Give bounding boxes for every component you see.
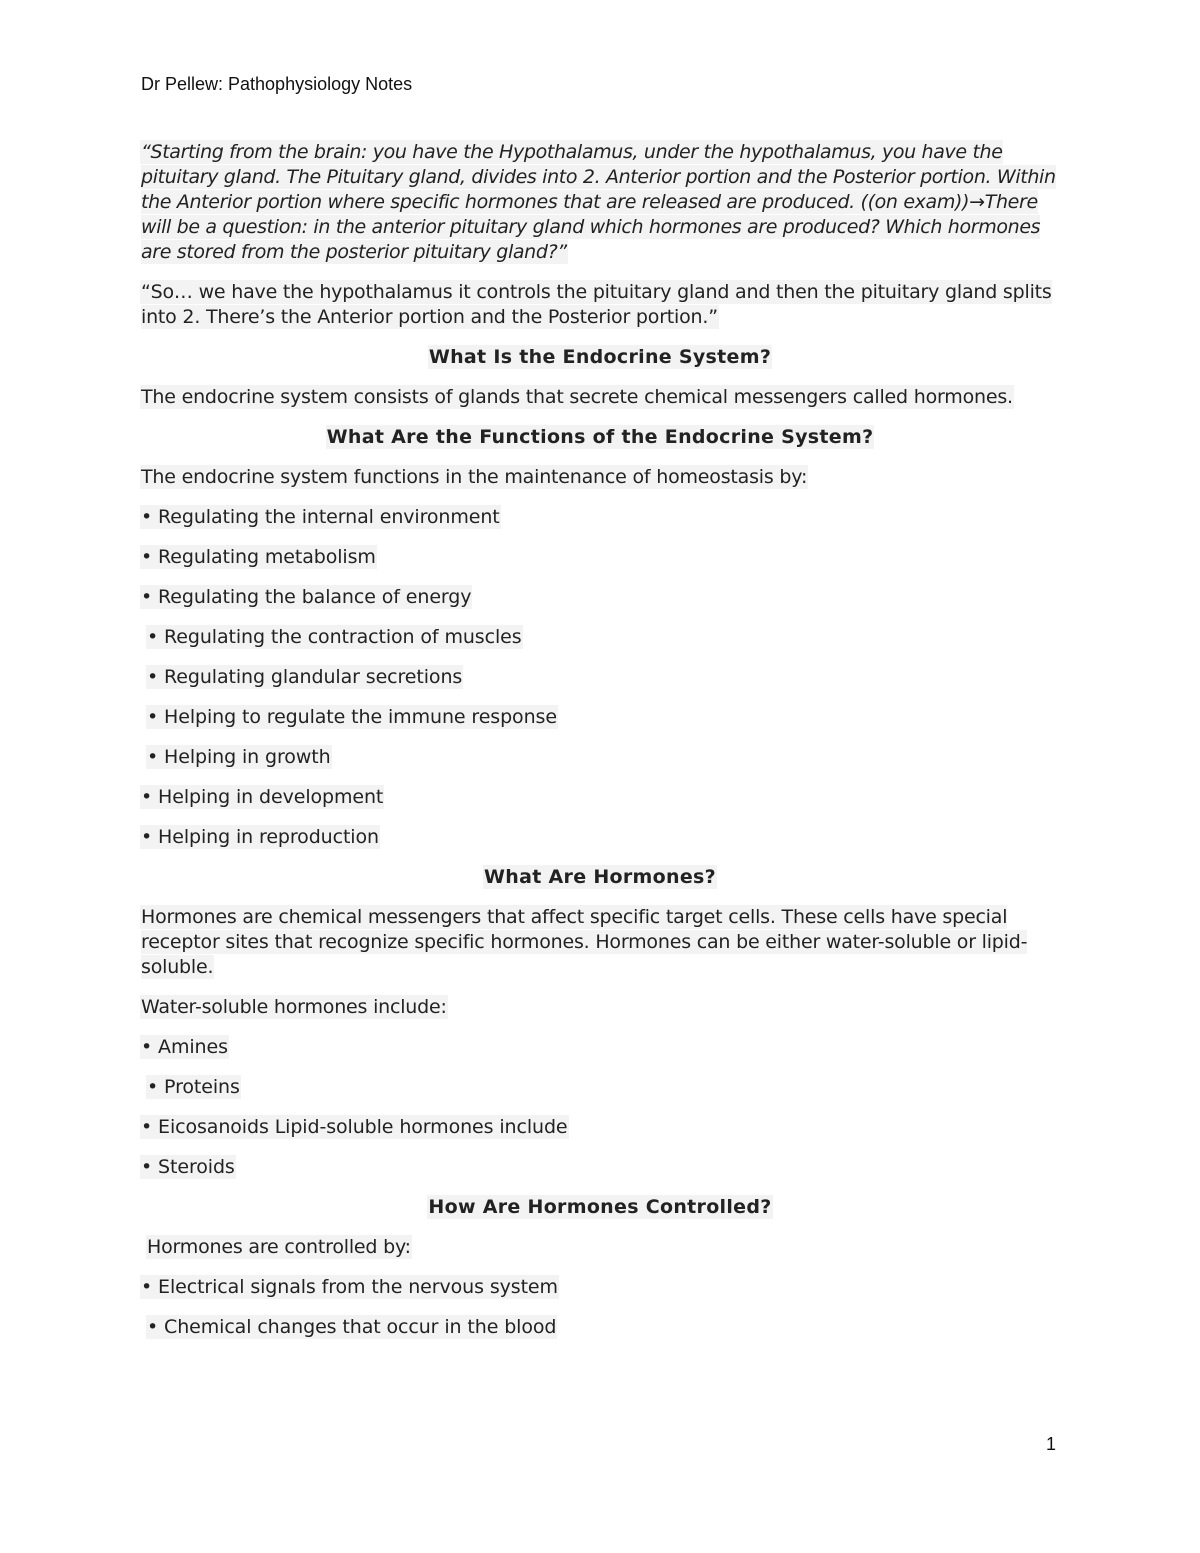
heading-hormones [141, 865, 1059, 890]
heading-endocrine-system-text: What Is the Endocrine System? [428, 346, 772, 368]
list-item-text: • Helping to regulate the immune response [147, 706, 557, 728]
list-item-text: • Amines [141, 1036, 228, 1058]
list-item-text: • Regulating metabolism [141, 546, 376, 568]
intro-quote-plain-text: “So… we have the hypothalamus it controls the pituitary gland and then the pituitary gland splits into 2. There’s the Anterior portion and the Posterior portion.” [141, 281, 1052, 328]
page-header: Dr Pellew: Pathophysiology Notes [141, 74, 413, 94]
heading-endocrine-system [141, 345, 1059, 370]
list-item [141, 545, 1059, 570]
heading-functions [141, 425, 1059, 450]
list-item-text: • Helping in growth [147, 746, 331, 768]
intro-quote-italic [141, 140, 1059, 265]
intro-quote-italic-text: “Starting from the brain: you have the Hypothalamus, under the hypothalamus, you have the pituitary gland. The Pituitary gland, divides into 2. Anterior portion and the Posterior portion. Within the Anterior portion where specific hormones that are released are produced. ((on exam))→There will be a question: in the anterior pituitary gland which hormones are produced? Which hormones are stored from the posterior pituitary gland?” [141, 141, 1056, 263]
heading-hormone-control-text: How Are Hormones Controlled? [428, 1196, 772, 1218]
list-item [141, 1315, 1059, 1340]
control-intro [141, 1235, 1059, 1260]
list-item [141, 1115, 1059, 1140]
list-item [141, 1035, 1059, 1060]
water-soluble-intro-text: Water-soluble hormones include: [141, 996, 447, 1018]
list-item-text: • Steroids [141, 1156, 235, 1178]
list-item [141, 785, 1059, 810]
functions-intro-text: The endocrine system functions in the maintenance of homeostasis by: [141, 466, 808, 488]
list-item-text: • Regulating the contraction of muscles [147, 626, 522, 648]
list-item [141, 625, 1059, 650]
list-item [141, 1155, 1059, 1180]
list-item [141, 705, 1059, 730]
list-item-text: • Regulating the internal environment [141, 506, 500, 528]
heading-hormone-control [141, 1195, 1059, 1220]
heading-functions-text: What Are the Functions of the Endocrine System? [326, 426, 874, 448]
list-item-text: • Helping in development [141, 786, 384, 808]
list-item [141, 745, 1059, 770]
list-item-text: • Eicosanoids Lipid-soluble hormones include [141, 1116, 568, 1138]
hormones-definition-text: Hormones are chemical messengers that affect specific target cells. These cells have special receptor sites that recognize specific hormones. Hormones can be either water-soluble or lipid-soluble. [141, 906, 1028, 978]
list-item [141, 505, 1059, 530]
page-number: 1 [1046, 1434, 1057, 1454]
list-item-text: • Regulating the balance of energy [141, 586, 472, 608]
endocrine-definition [141, 385, 1059, 410]
control-intro-text: Hormones are controlled by: [147, 1236, 411, 1258]
list-item-text: • Electrical signals from the nervous system [141, 1276, 558, 1298]
list-item [141, 665, 1059, 690]
functions-intro [141, 465, 1059, 490]
heading-hormones-text: What Are Hormones? [484, 866, 716, 888]
list-item [141, 825, 1059, 850]
list-item-text: • Proteins [147, 1076, 240, 1098]
water-soluble-intro [141, 995, 1059, 1020]
hormones-definition [141, 905, 1059, 980]
list-item-text: • Regulating glandular secretions [147, 666, 463, 688]
intro-quote-plain [141, 280, 1059, 330]
endocrine-definition-text: The endocrine system consists of glands that secrete chemical messengers called hormones. [141, 386, 1013, 408]
list-item [141, 1275, 1059, 1300]
document-body [141, 140, 1059, 1355]
list-item [141, 585, 1059, 610]
list-item-text: • Helping in reproduction [141, 826, 379, 848]
list-item [141, 1075, 1059, 1100]
list-item-text: • Chemical changes that occur in the blood [147, 1316, 557, 1338]
